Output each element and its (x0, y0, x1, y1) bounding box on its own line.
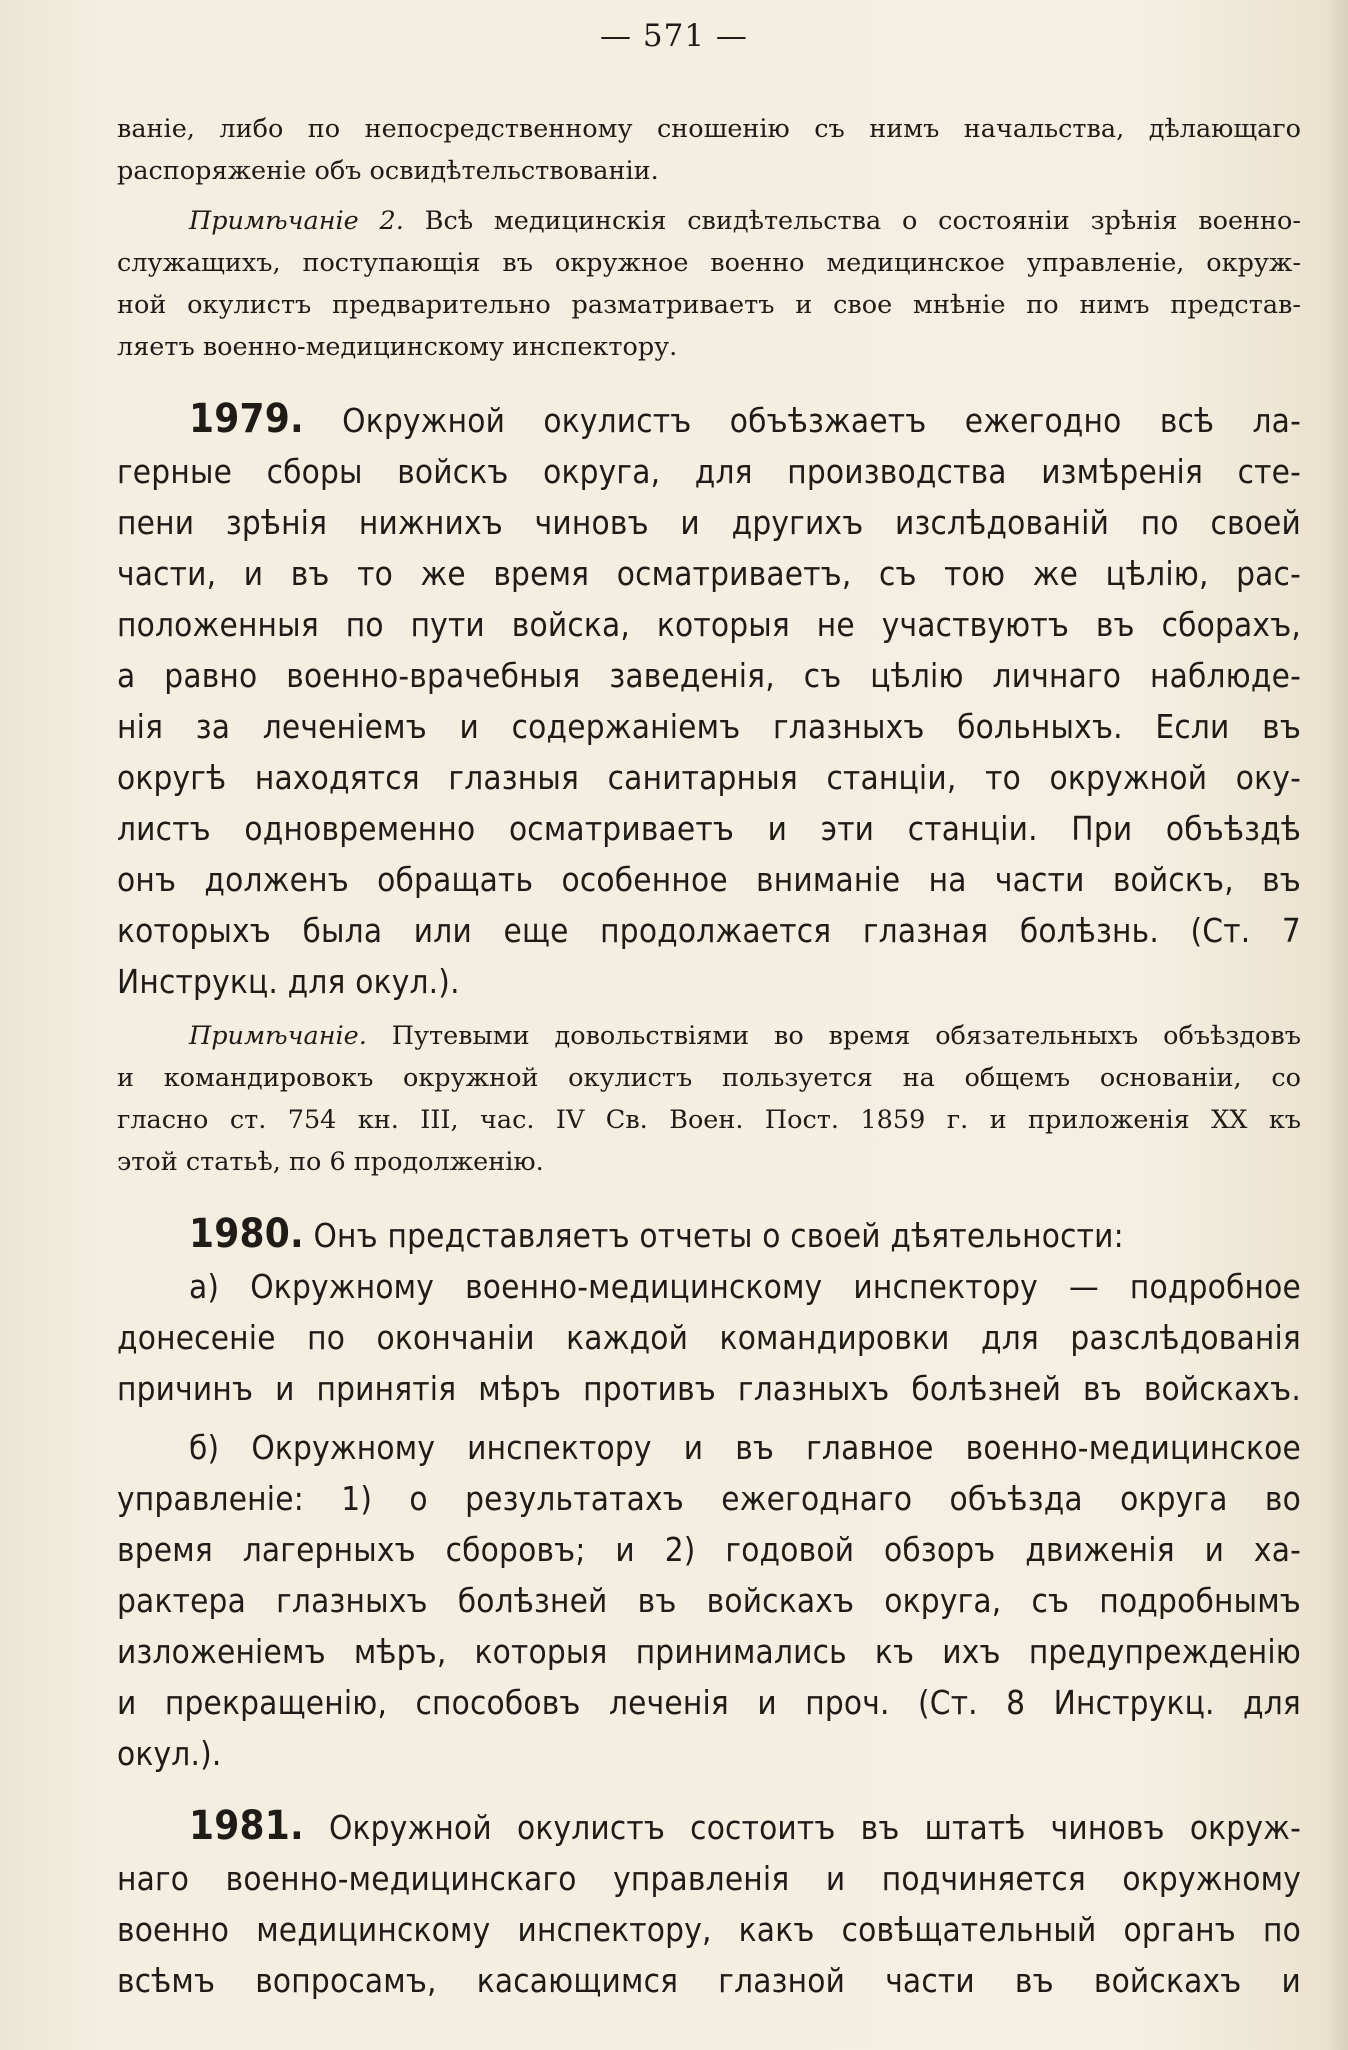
note-label: Примѣчаніе 2. (189, 206, 404, 236)
note-label: Примѣчаніе. (189, 1021, 367, 1051)
article-1979 (117, 394, 1301, 1007)
text-line: военно медицинскому инспектору, какъ совѣщательный органъ по (117, 1910, 1301, 1949)
text-line: которыхъ была или еще продолжается глазная болѣзнь. (Ст. 7 (117, 911, 1301, 950)
text-line: ляетъ военно-медицинскому инспектору. (117, 332, 678, 362)
text-line: распоряженіе объ освидѣтельствованіи. (117, 156, 659, 186)
text-line: ной окулистъ предварительно разматриваетъ и свое мнѣніе по нимъ представ- (117, 290, 1301, 320)
text-line: Инструкц. для окул.). (117, 962, 460, 1001)
page-content (117, 108, 1301, 2006)
text-line: ваніе, либо по непосредственному сношенію съ нимъ начальства, дѣлающаго (117, 114, 1301, 144)
text-line: нія за леченіемъ и содержаніемъ глазныхъ больныхъ. Если въ (117, 707, 1301, 746)
paragraph-b-line: б) Окружному инспектору и въ главное военно-медицинское (189, 1428, 1301, 1467)
article-text: Онъ представляетъ отчеты о своей дѣятельности: (313, 1216, 1124, 1255)
text-line: округѣ находятся глазныя санитарныя станціи, то окружной оку- (117, 758, 1301, 797)
article-text: Окружной окулистъ объѣзжаетъ ежегодно всѣ ла- (342, 401, 1301, 440)
text-line: части, и въ то же время осматриваетъ, съ тою же цѣлію, рас- (117, 554, 1301, 593)
text-line: пени зрѣнія нижнихъ чиновъ и другихъ изслѣдованій по своей (117, 503, 1301, 542)
article-first-line (117, 394, 1301, 446)
text-line: и прекращенію, способовъ леченія и проч. (Ст. 8 Инструкц. для (117, 1683, 1301, 1722)
note-first-line (117, 200, 1301, 242)
article-number: 1979. (189, 396, 304, 442)
page-number: — 571 — (600, 18, 748, 54)
text-line: онъ долженъ обращать особенное вниманіе на части войскъ, въ (117, 860, 1301, 899)
text-line: гласно ст. 754 кн. III, час. IV Св. Воен. Пост. 1859 г. и приложенія XX къ (117, 1105, 1301, 1135)
article-first-line (117, 1801, 1301, 1853)
text-line: положенныя по пути войска, которыя не участвуютъ въ сборахъ, (117, 605, 1301, 644)
text-line: рактера глазныхъ болѣзней въ войскахъ округа, съ подробнымъ (117, 1581, 1301, 1620)
intro-paragraph (117, 108, 1301, 192)
text-line: окул.). (117, 1734, 222, 1773)
text-line: время лагерныхъ сборовъ; и 2) годовой обзоръ движенія и ха- (117, 1530, 1301, 1569)
article-text: Окружной окулистъ состоитъ въ штатѣ чиновъ окруж- (328, 1808, 1301, 1847)
text-line: и командировокъ окружной окулистъ пользуется на общемъ основаніи, со (117, 1063, 1301, 1093)
text-line: управленіе: 1) о результатахъ ежегоднаго объѣзда округа во (117, 1479, 1301, 1518)
paragraph-a-line: а) Окружному военно-медицинскому инспектору — подробное (189, 1267, 1301, 1306)
text-line: изложеніемъ мѣръ, которыя принимались къ ихъ предупрежденію (117, 1632, 1301, 1671)
text-line: причинъ и принятія мѣръ противъ глазныхъ болѣзней въ войскахъ. (117, 1369, 1301, 1408)
text-line: наго военно-медицинскаго управленія и подчиняется окружному (117, 1859, 1301, 1898)
note-text: Всѣ медицинскія свидѣтельства о состояніи зрѣнія военно- (424, 206, 1302, 236)
text-line: а равно военно-врачебныя заведенія, съ цѣлію личнаго наблюде- (117, 656, 1301, 695)
text-line: всѣмъ вопросамъ, касающимся глазной части въ войскахъ и (117, 1961, 1301, 2000)
page-edge-shadow (1326, 0, 1348, 2050)
article-number: 1980. (189, 1211, 304, 1257)
article-first-line (117, 1209, 1301, 1261)
article-1980 (117, 1209, 1301, 1779)
article-1981 (117, 1801, 1301, 2006)
text-line: герные сборы войскъ округа, для производства измѣренія сте- (117, 452, 1301, 491)
article-number: 1981. (189, 1803, 304, 1849)
note-first-line (117, 1015, 1301, 1057)
text-line: служащихъ, поступающія въ окружное военно медицинское управленіе, окруж- (117, 248, 1301, 278)
text-line: донесеніе по окончаніи каждой командировки для разслѣдованія (117, 1318, 1301, 1357)
note-2 (117, 200, 1301, 368)
text-line: листъ одновременно осматриваетъ и эти станціи. При объѣздѣ (117, 809, 1301, 848)
note-text: Путевыми довольствіями во время обязательныхъ объѣздовъ (391, 1021, 1301, 1051)
text-line: этой статьѣ, по 6 продолженію. (117, 1147, 544, 1177)
note-1979 (117, 1015, 1301, 1183)
